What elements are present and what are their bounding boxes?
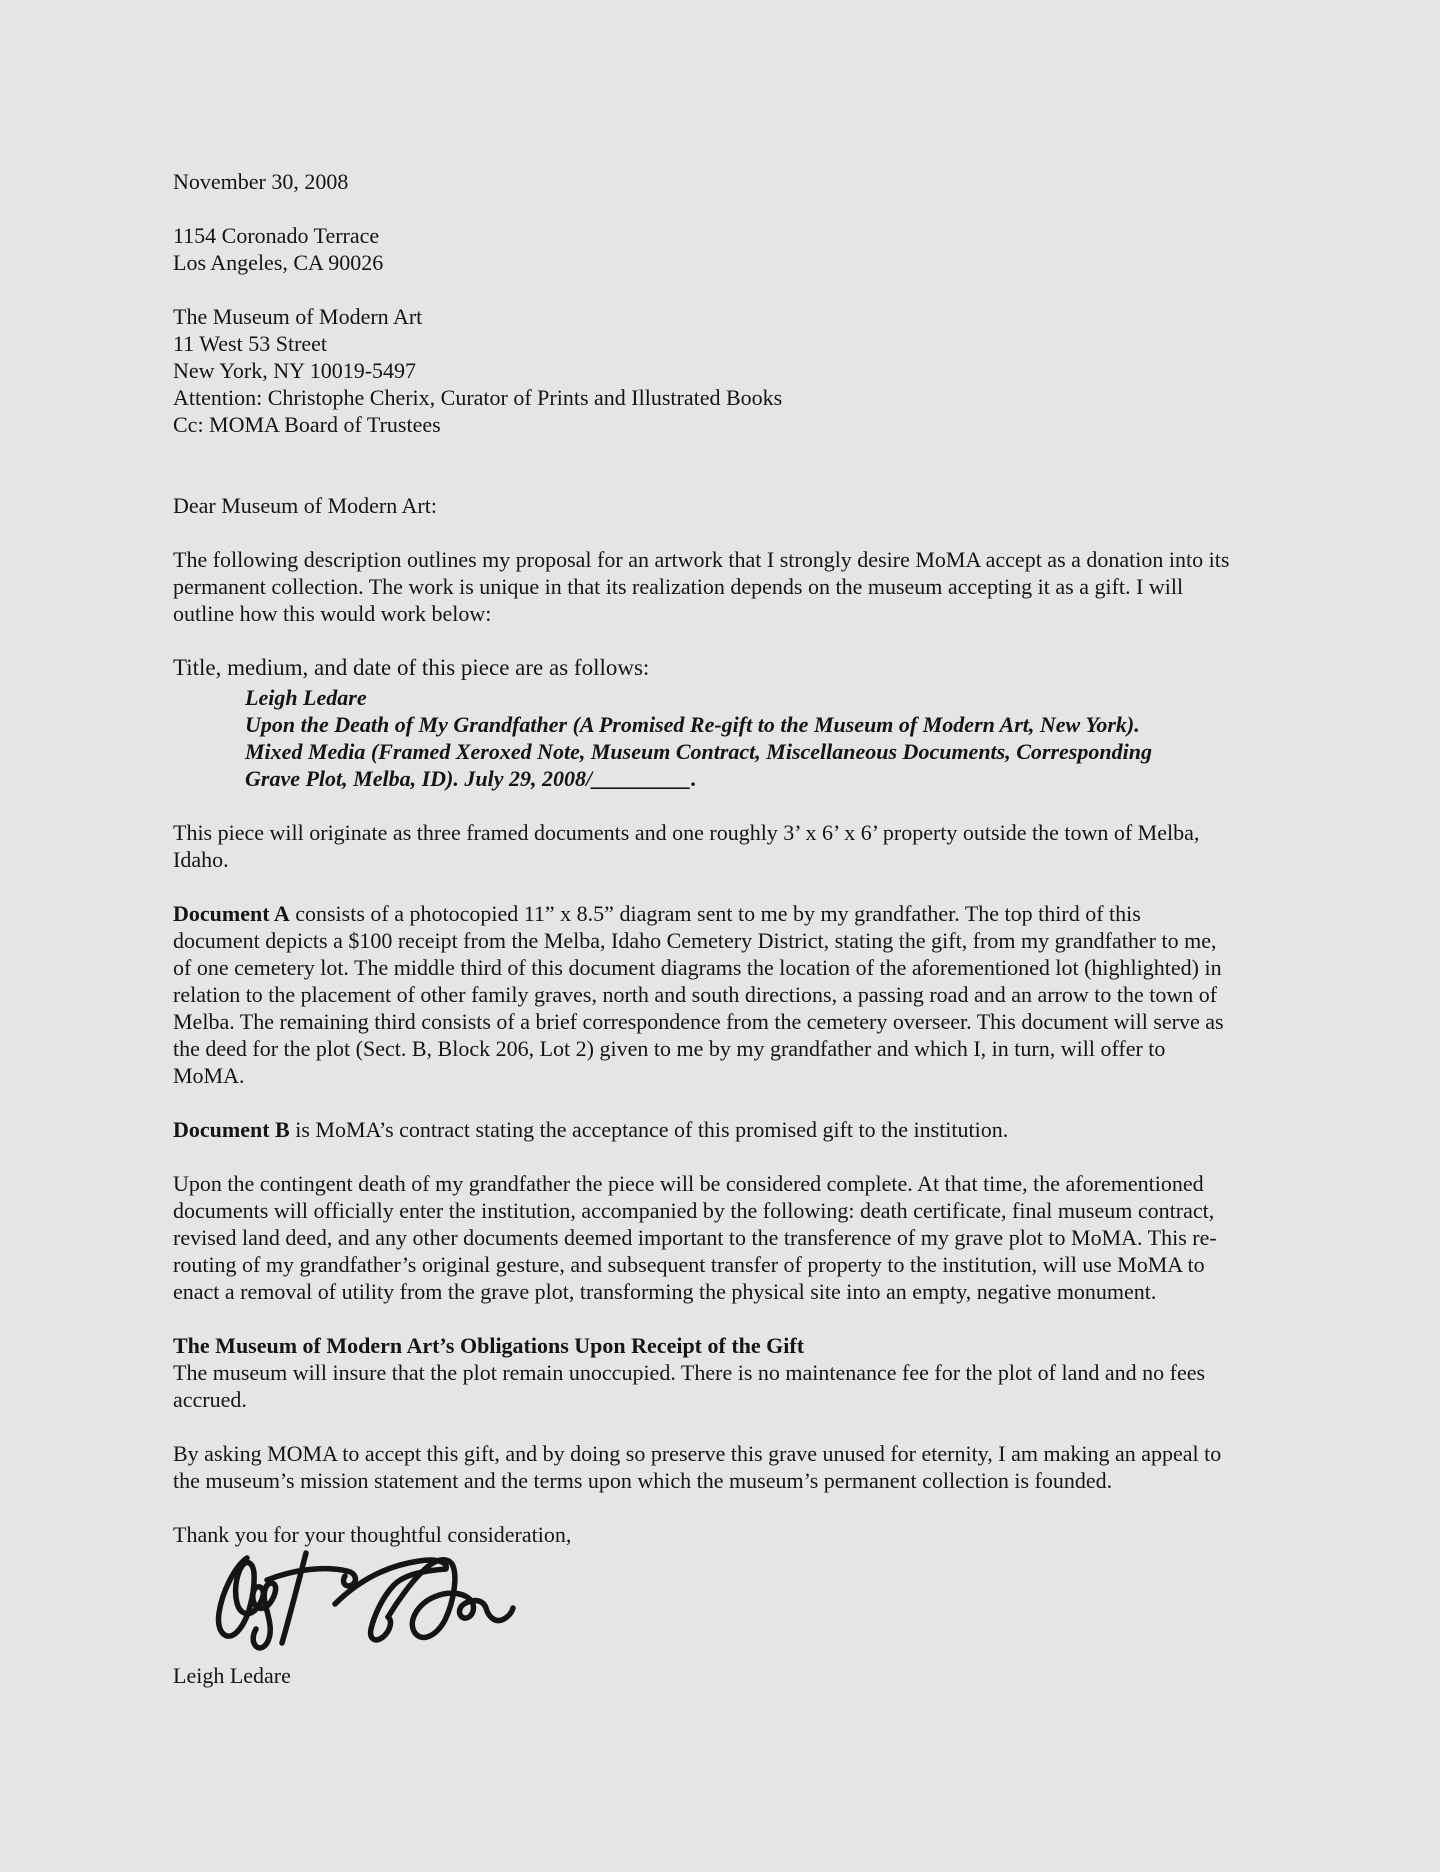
recipient-city: New York, NY 10019-5497 [173, 358, 417, 383]
recipient-name: The Museum of Modern Art [173, 304, 423, 329]
closing-line: Thank you for your thoughtful consideration, [173, 1522, 572, 1547]
obligations-text: The museum will insure that the plot remain unoccupied. There is no maintenance fee for the plot of land and no fees accrued. [173, 1360, 1206, 1412]
document-b-label: Document B [173, 1117, 290, 1142]
recipient-address [173, 303, 1230, 438]
artwork-title-section [173, 654, 1230, 792]
obligations-section [173, 1332, 1230, 1413]
title-period: . [691, 766, 697, 791]
document-b-paragraph [173, 1116, 1230, 1143]
sender-address [173, 222, 1230, 276]
origin-paragraph: This piece will originate as three framed documents and one roughly 3’ x 6’ x 6’ property outside the town of Melba, Idaho. [173, 820, 1200, 872]
signature-icon [207, 1542, 517, 1658]
artwork-title-text: Upon the Death of My Grandfather (A Promised Re-gift to the Museum of Modern Art, New York). Mixed Media (Framed Xeroxed Note, Museum Contract, Miscellaneous Documents, Corresponding Grave Plot, Melba, ID). July 29, 2008/ [245, 712, 1152, 791]
intro-paragraph: The following description outlines my proposal for an artwork that I strongly desire MoMA accept as a donation into its permanent collection. The work is unique in that its realization depends on the museum accepting it as a gift. I will outline how this would work below: [173, 547, 1230, 626]
appeal-paragraph: By asking MOMA to accept this gift, and by doing so preserve this grave unused for eternity, I am making an appeal to the museum’s mission statement and the terms upon which the museum’s permanent collection is founded. [173, 1441, 1222, 1493]
date-line: November 30, 2008 [173, 169, 349, 194]
completion-paragraph: Upon the contingent death of my grandfather the piece will be considered complete. At that time, the aforementioned documents will officially enter the institution, accompanied by the following: death certificate, final museum contract, revised land deed, and any other documents deemed important to the transference of my grave plot to MoMA. This re-routing of my grandfather’s original gesture, and subsequent transfer of property to the institution, will use MoMA to enact a removal of utility from the grave plot, transforming the physical site into an empty, negative monument. [173, 1171, 1217, 1304]
recipient-street: 11 West 53 Street [173, 331, 328, 356]
sender-city: Los Angeles, CA 90026 [173, 250, 384, 275]
signature-name: Leigh Ledare [173, 1663, 291, 1688]
salutation: Dear Museum of Modern Art: [173, 493, 437, 518]
cc-line: Cc: MOMA Board of Trustees [173, 412, 441, 437]
artwork-title [245, 711, 1190, 792]
handwritten-signature [207, 1542, 517, 1658]
document-a-text: consists of a photocopied 11” x 8.5” diagram sent to me by my grandfather. The top third of this document depicts a $100 receipt from the Melba, Idaho Cemetery District, stating the gift, from my grandfather to me, of one cemetery lot. The middle third of this document diagrams the location of the aforementioned lot (highlighted) in relation to the placement of other family graves, north and south directions, a passing road and an arrow to the town of Melba. The remaining third consists of a brief correspondence from the cemetery overseer. This document will serve as the deed for the plot (Sect. B, Block 206, Lot 2) given to me by my grandfather and which I, in turn, will offer to MoMA. [173, 901, 1224, 1088]
title-intro-line: Title, medium, and date of this piece are as follows: [173, 655, 650, 680]
date-blank-line: _________ [592, 766, 692, 791]
sender-street: 1154 Coronado Terrace [173, 223, 380, 248]
document-a-label: Document A [173, 901, 290, 926]
document-b-text: is MoMA’s contract stating the acceptance of this promised gift to the institution. [289, 1117, 1009, 1142]
obligations-heading: The Museum of Modern Art’s Obligations Upon Receipt of the Gift [173, 1333, 805, 1358]
document-a-paragraph [173, 900, 1230, 1089]
artist-name: Leigh Ledare [245, 685, 367, 710]
artwork-title-block [173, 684, 1190, 792]
attention-line: Attention: Christophe Cherix, Curator of Prints and Illustrated Books [173, 385, 783, 410]
